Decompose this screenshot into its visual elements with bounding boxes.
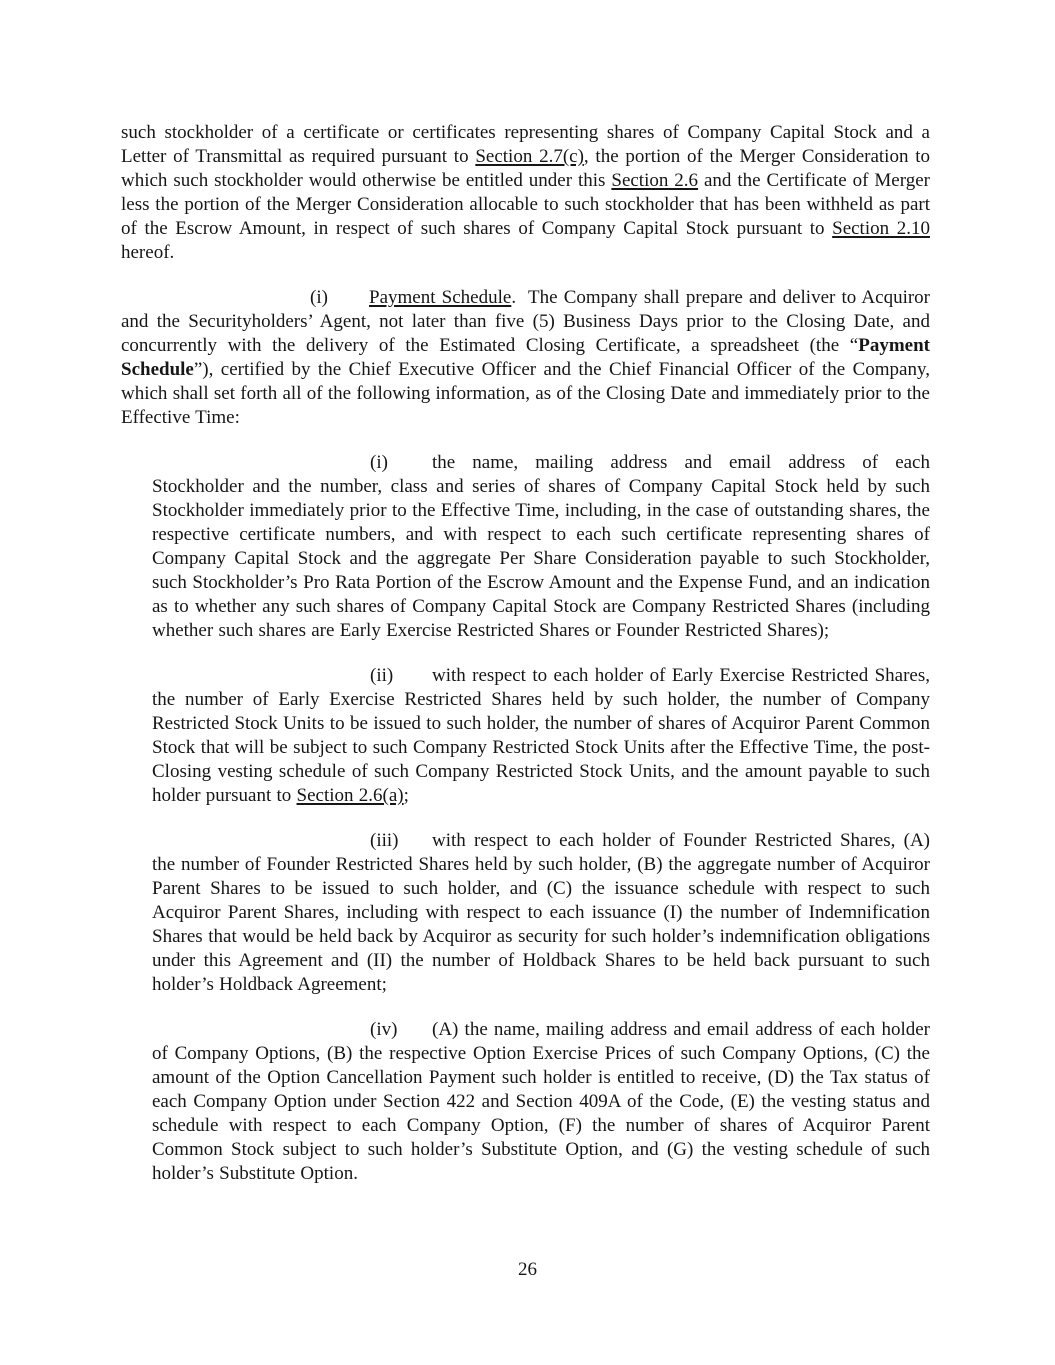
document-body [121,121,930,1207]
list-marker: (ii) [370,665,394,686]
section-reference: Section 2.6(a) [296,785,404,806]
continuation-paragraph [121,121,930,265]
list-marker: (i) [370,452,388,473]
text-run: with respect to each holder of Early Exercise Restricted Shares, the number of Early Exercise Restricted Shares held by such holder, the number of Company Restricted Stock Units to be issued to such holder, the number of shares of Acquiror Parent Common Stock that will be subject to such Company Restricted Stock Units after the Effective Time, the post-Closing vesting schedule of such Company Restricted Stock Units, and the amount payable to such holder pursuant to [152,665,930,806]
section-reference: Section 2.7(c) [475,146,584,167]
list-marker: (i) [310,287,328,308]
text-run: and the Certificate of Merger less the portion of the Merger Consideration allocable to such stockholder that has been withheld as part of the Escrow Amount, in respect of such shares of Company Capital Stock pursuant to [121,170,930,239]
section-reference: Section 2.10 [832,218,930,239]
subclause-ii [152,664,930,808]
text-run: with respect to each holder of Founder Restricted Shares, (A) the number of Founder Restricted Shares held by such holder, (B) the aggregate number of Acquiror Parent Shares to be issued to such holder, and (C) the issuance schedule with respect to such Acquiror Parent Shares, including with respect to each issuance (I) the number of Indemnification Shares that would be held back by Acquiror as security for such holder’s indemnification obligations under this Agreement and (II) the number of Holdback Shares to be held back pursuant to such holder’s Holdback Agreement; [152,830,930,995]
section-reference: Payment Schedule [369,287,512,308]
page-number: 26 [518,1259,537,1280]
clause-payment-schedule [121,286,930,430]
list-marker: (iii) [370,830,399,851]
text-run: (A) the name, mailing address and email address of each holder of Company Options, (B) the respective Option Exercise Prices of such Company Options, (C) the amount of the Option Cancellation Payment such holder is entitled to receive, (D) the Tax status of each Company Option under Section 422 and Section 409A of the Code, (E) the vesting status and schedule with respect to each Company Option, (F) the number of shares of Acquiror Parent Common Stock subject to such holder’s Substitute Option, and (G) the vesting schedule of such holder’s Substitute Option. [152,1019,930,1184]
text-run: , the portion of the Merger Consideration to which such stockholder would otherwise be entitled under this [121,146,930,191]
text-run: ; [403,785,409,806]
defined-term: Payment Schedule [121,335,930,380]
subclause-iii [152,829,930,997]
list-marker: (iv) [370,1019,398,1040]
subclause-iv [152,1018,930,1186]
text-run: hereof. [121,242,175,263]
text-run: ”), certified by the Chief Executive Officer and the Chief Financial Officer of the Company, which shall set forth all of the following information, as of the Closing Date and immediately prior to the Effective Time: [121,359,930,428]
text-run: . The Company shall prepare and deliver to Acquiror and the Securityholders’ Agent, not later than five (5) Business Days prior to the Closing Date, and concurrently with the delivery of the Estimated Closing Certificate, a spreadsheet (the “ [121,287,931,356]
text-run: such stockholder of a certificate or certificates representing shares of Company Capital Stock and a Letter of Transmittal as required pursuant to [121,122,930,167]
section-reference: Section 2.6 [611,170,699,191]
subclause-i [152,451,930,643]
text-run: the name, mailing address and email address of each Stockholder and the number, class and series of shares of Company Capital Stock held by such Stockholder immediately prior to the Effective Time, including, in the case of outstanding shares, the respective certificate numbers, and with respect to each such certificate representing shares of Company Capital Stock and the aggregate Per Share Consideration payable to such Stockholder, such Stockholder’s Pro Rata Portion of the Escrow Amount and the Expense Fund, and an indication as to whether any such shares of Company Capital Stock are Company Restricted Shares (including whether such shares are Early Exercise Restricted Shares or Founder Restricted Shares); [152,452,930,641]
